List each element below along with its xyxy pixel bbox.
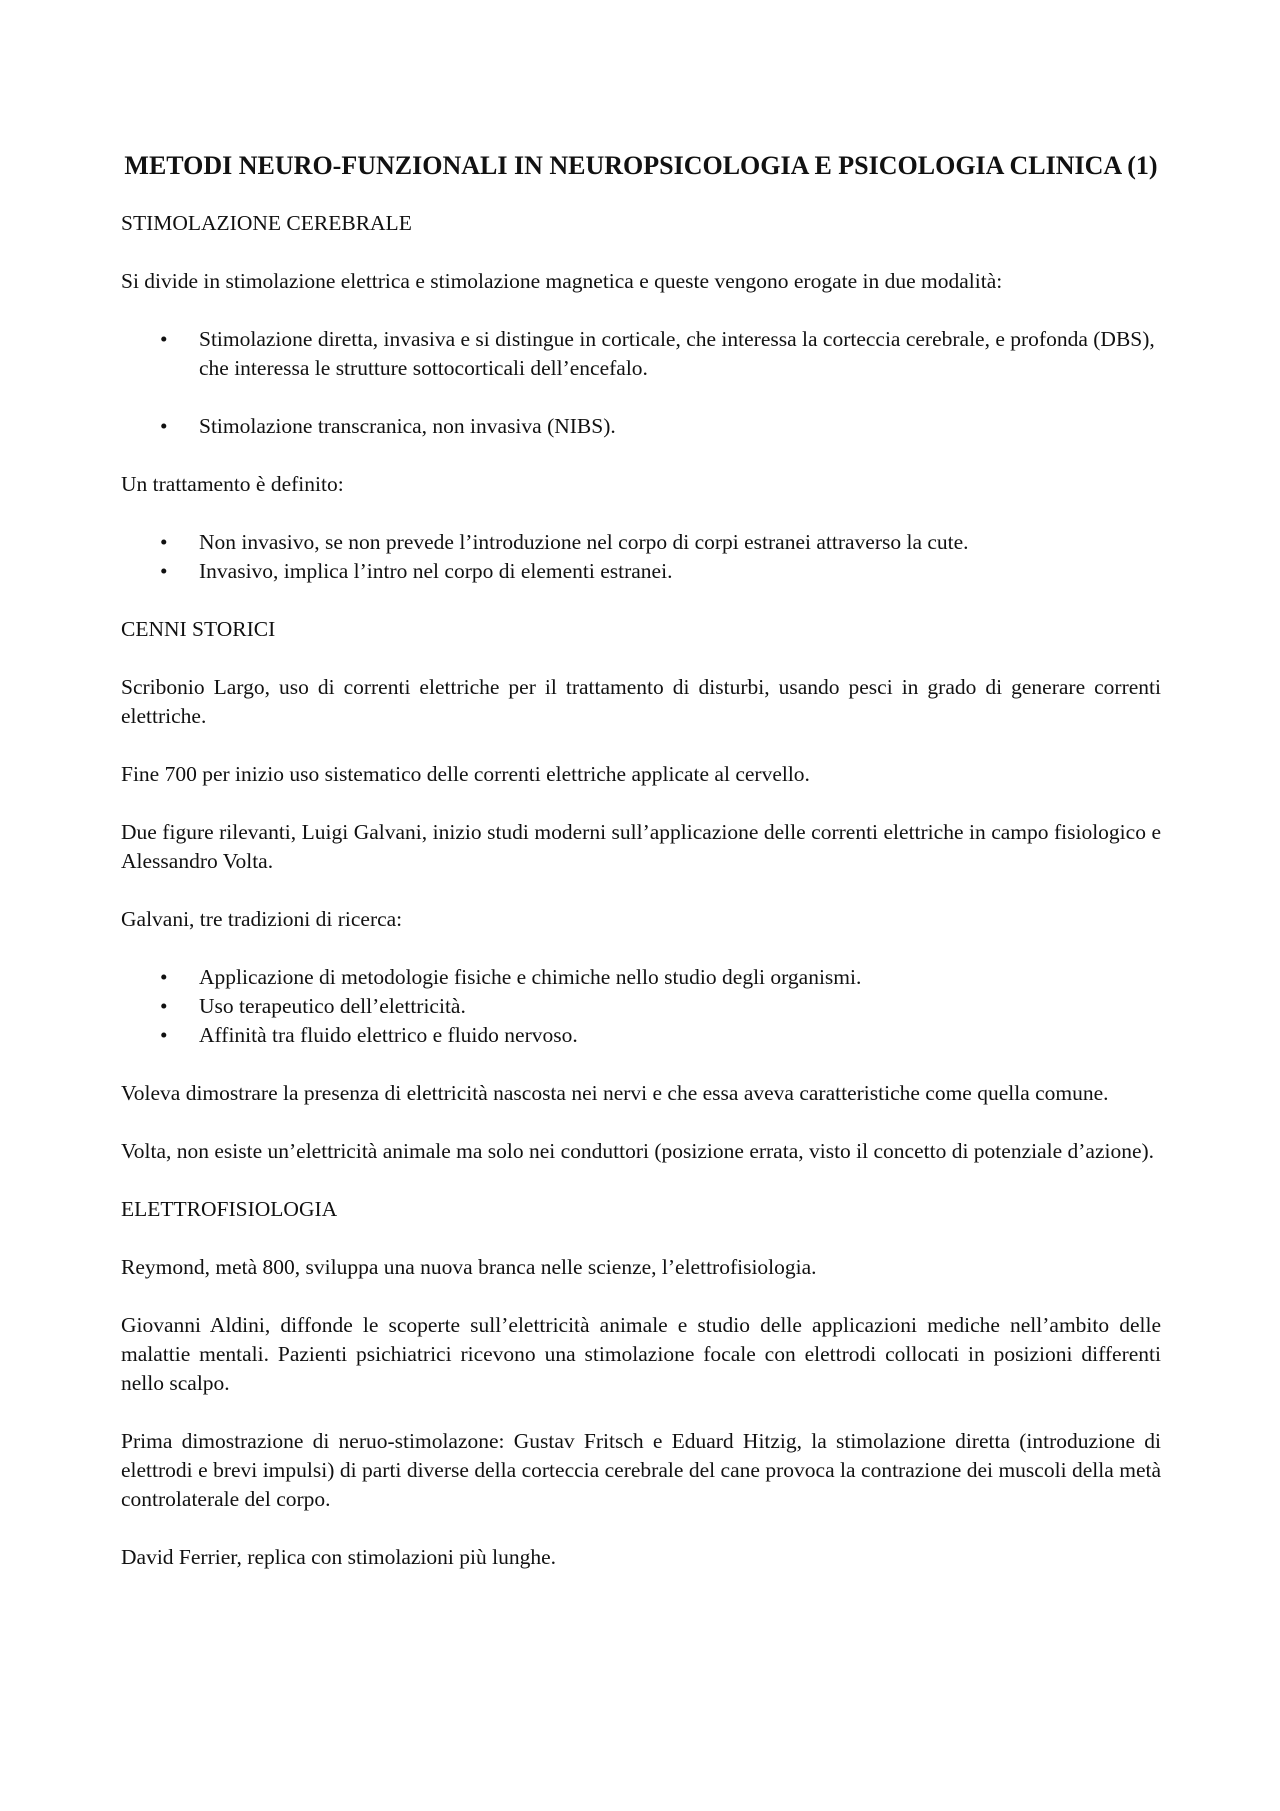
section-heading-stimolazione: STIMOLAZIONE CEREBRALE	[121, 211, 412, 235]
bullet-list-trattamento	[121, 528, 1161, 586]
paragraph: Due figure rilevanti, Luigi Galvani, inizio studi moderni sull’applicazione delle correnti elettriche in campo fisiologico e Alessandro Volta.	[121, 820, 1161, 873]
bullet-list-tradizioni	[121, 963, 1161, 1050]
list-item: • Stimolazione diretta, invasiva e si distingue in corticale, che interessa la corteccia cerebrale, e profonda (DBS), che interessa le strutture sottocorticali dell’encefalo.	[199, 325, 1161, 383]
section-heading-elettrofisiologia: ELETTROFISIOLOGIA	[121, 1197, 338, 1221]
paragraph: Volta, non esiste un’elettricità animale ma solo nei conduttori (posizione errata, visto il concetto di potenziale d’azione).	[121, 1139, 1155, 1163]
paragraph: Un trattamento è definito:	[121, 472, 344, 496]
bullet-list-modalita	[121, 325, 1161, 441]
list-item: • Applicazione di metodologie fisiche e chimiche nello studio degli organismi.	[199, 963, 1161, 992]
section-heading-cenni-storici: CENNI STORICI	[121, 617, 276, 641]
document-title: METODI NEURO-FUNZIONALI IN NEUROPSICOLOGIA E PSICOLOGIA CLINICA (1)	[124, 151, 1158, 180]
paragraph: Voleva dimostrare la presenza di elettricità nascosta nei nervi e che essa aveva caratteristiche come quella comune.	[121, 1081, 1109, 1105]
list-item: • Non invasivo, se non prevede l’introduzione nel corpo di corpi estranei attraverso la cute.	[199, 528, 1161, 557]
paragraph: Prima dimostrazione di neruo-stimolazone: Gustav Fritsch e Eduard Hitzig, la stimolazione diretta (introduzione di elettrodi e brevi impulsi) di parti diverse della corteccia cerebrale del cane provoca la contrazione dei muscoli della metà controlaterale del corpo.	[121, 1429, 1161, 1511]
list-item: • Uso terapeutico dell’elettricità.	[199, 992, 1161, 1021]
document-page	[121, 148, 1161, 1601]
list-item: • Invasivo, implica l’intro nel corpo di elementi estranei.	[199, 557, 1161, 586]
paragraph: David Ferrier, replica con stimolazioni più lunghe.	[121, 1545, 556, 1569]
list-item: • Stimolazione transcranica, non invasiva (NIBS).	[199, 412, 1161, 441]
paragraph: Giovanni Aldini, diffonde le scoperte sull’elettricità animale e studio delle applicazioni mediche nell’ambito delle malattie mentali. Pazienti psichiatrici ricevono una stimolazione focale con elettrodi collocati in posizioni differenti nello scalpo.	[121, 1313, 1161, 1395]
list-item: • Affinità tra fluido elettrico e fluido nervoso.	[199, 1021, 1161, 1050]
paragraph: Scribonio Largo, uso di correnti elettriche per il trattamento di disturbi, usando pesci in grado di generare correnti elettriche.	[121, 675, 1161, 728]
paragraph: Fine 700 per inizio uso sistematico delle correnti elettriche applicate al cervello.	[121, 762, 810, 786]
paragraph: Galvani, tre tradizioni di ricerca:	[121, 907, 403, 931]
paragraph: Reymond, metà 800, sviluppa una nuova branca nelle scienze, l’elettrofisiologia.	[121, 1255, 817, 1279]
paragraph: Si divide in stimolazione elettrica e stimolazione magnetica e queste vengono erogate in due modalità:	[121, 269, 1003, 293]
